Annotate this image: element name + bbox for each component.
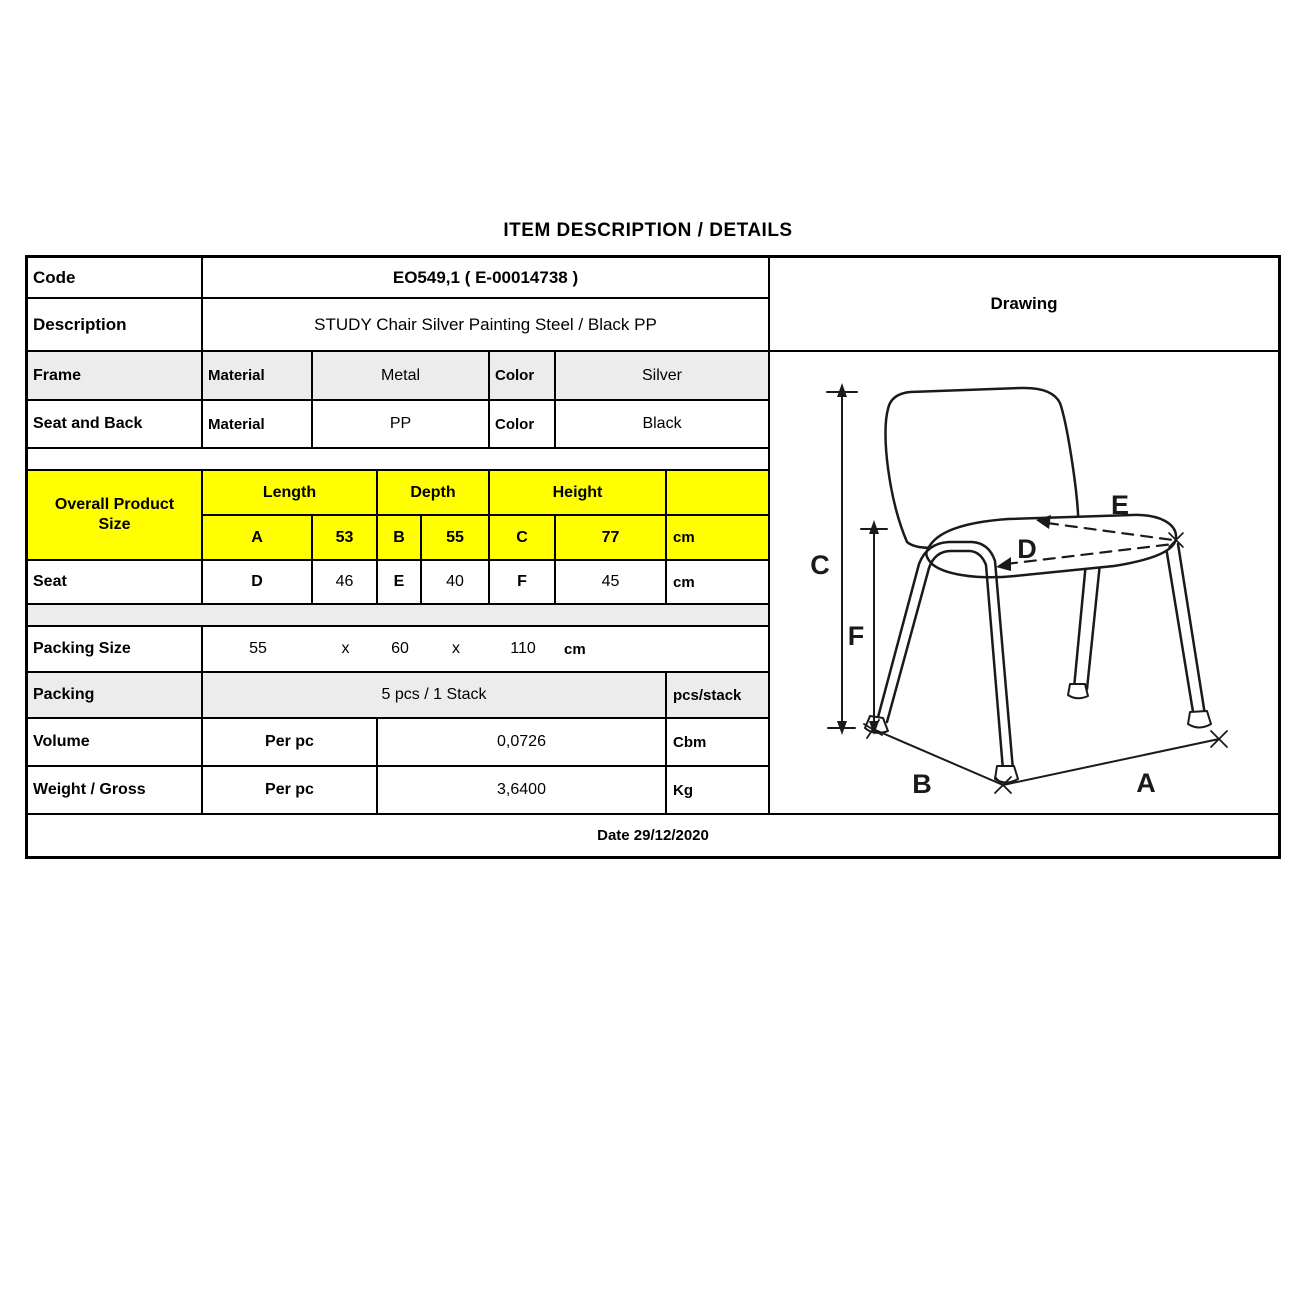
seat-unit: cm [673, 573, 695, 591]
dimension-line-a [1003, 739, 1219, 785]
spec-table-body [28, 258, 1278, 815]
packing-size-dim2: 60 [391, 640, 409, 657]
frame-material-key: Material [203, 352, 313, 399]
chair-leg-frame-left-inner [887, 551, 1003, 770]
dim-label-b: B [912, 769, 932, 799]
overall-c-value: 77 [556, 516, 667, 559]
spacer-row-gray [28, 605, 768, 627]
dim-label-a: A [1136, 768, 1156, 798]
spec-table [25, 255, 1281, 859]
volume-label: Volume [28, 719, 203, 765]
chair-leg-back-right [1074, 562, 1100, 689]
seat-e-key: E [378, 561, 422, 603]
overall-b-key: B [378, 516, 422, 559]
overall-a-value: 53 [313, 516, 378, 559]
row-packing-size [28, 627, 768, 673]
packing-value: 5 pcs / 1 Stack [203, 673, 667, 717]
packing-size-times2: x [452, 640, 460, 657]
seat-d-key: D [203, 561, 313, 603]
row-seat-and-back [28, 401, 768, 449]
overall-unit: cm [667, 516, 768, 559]
row-code [28, 258, 768, 299]
seat-d-value: 46 [313, 561, 378, 603]
volume-per: Per pc [203, 719, 378, 765]
header-length: Length [203, 471, 378, 514]
code-label: Code [28, 258, 203, 297]
details-panel [28, 258, 768, 813]
seat-label: Seat [28, 561, 203, 603]
chair-foot-far-right [1188, 711, 1211, 728]
row-weight [28, 767, 768, 813]
overall-b-value: 55 [422, 516, 490, 559]
code-value: EO549,1 ( E-00014738 ) [392, 267, 579, 287]
weight-value: 3,6400 [378, 767, 667, 813]
weight-label: Weight / Gross [28, 767, 203, 813]
dimension-tick-right [1211, 731, 1227, 747]
volume-value: 0,0726 [378, 719, 667, 765]
packing-size-unit: cm [564, 640, 586, 658]
drawing-area [770, 352, 1278, 813]
description-value: STUDY Chair Silver Painting Steel / Black PP [314, 314, 657, 334]
description-label: Description [28, 299, 203, 350]
packing-label: Packing [28, 673, 203, 717]
overall-a-key: A [203, 516, 313, 559]
seat-e-value: 40 [422, 561, 490, 603]
date-row [28, 815, 1278, 856]
row-description [28, 299, 768, 352]
row-volume [28, 719, 768, 767]
seat-back-material-value: PP [313, 401, 490, 447]
volume-unit: Cbm [673, 733, 707, 751]
dim-label-e: E [1110, 490, 1130, 520]
dimension-line-b [873, 729, 1003, 785]
row-packing [28, 673, 768, 719]
frame-color-value: Silver [641, 366, 682, 384]
dim-label-f: F [847, 621, 865, 651]
header-height: Height [490, 471, 667, 514]
spacer-row-white [28, 449, 768, 471]
dim-label-d: D [1017, 534, 1037, 564]
row-seat-dims [28, 561, 768, 605]
packing-size-dim3: 110 [510, 640, 536, 657]
frame-label: Frame [28, 352, 203, 399]
packing-size-dim1: 55 [249, 640, 267, 657]
seat-back-color-key: Color [490, 401, 556, 447]
page-title: ITEM DESCRIPTION / DETAILS [503, 220, 793, 241]
packing-size-label: Packing Size [28, 627, 203, 671]
seat-f-value: 45 [556, 561, 667, 603]
overall-size-label-line1: Overall Product [54, 496, 175, 513]
weight-unit: Kg [673, 781, 693, 799]
dim-label-c: C [810, 550, 830, 580]
packing-size-value [203, 627, 768, 671]
drawing-panel [768, 258, 1278, 813]
frame-color-key: Color [490, 352, 556, 399]
seat-back-label: Seat and Back [28, 401, 203, 447]
overall-size-grid [203, 471, 768, 559]
header-unit-blank [667, 471, 768, 514]
chair-foot-mid-right [1068, 684, 1088, 698]
header-depth: Depth [378, 471, 490, 514]
row-overall-size [28, 471, 768, 561]
row-frame [28, 352, 768, 401]
date-text: Date 29/12/2020 [597, 827, 709, 844]
drawing-header: Drawing [770, 258, 1278, 352]
arrow-c-top [837, 383, 847, 397]
overall-c-key: C [490, 516, 556, 559]
frame-material-value: Metal [313, 352, 490, 399]
overall-size-label-line2: Size [98, 516, 131, 533]
seat-back-color-value: Black [642, 415, 682, 432]
seat-f-key: F [490, 561, 556, 603]
packing-size-times1: x [341, 640, 350, 657]
overall-size-label [28, 471, 203, 559]
chair-drawing [770, 352, 1280, 811]
weight-per: Per pc [203, 767, 378, 813]
arrow-f-top [869, 520, 879, 534]
seat-back-material-key: Material [203, 401, 313, 447]
packing-unit: pcs/stack [673, 686, 742, 704]
chair-leg-front-right [1166, 544, 1205, 718]
